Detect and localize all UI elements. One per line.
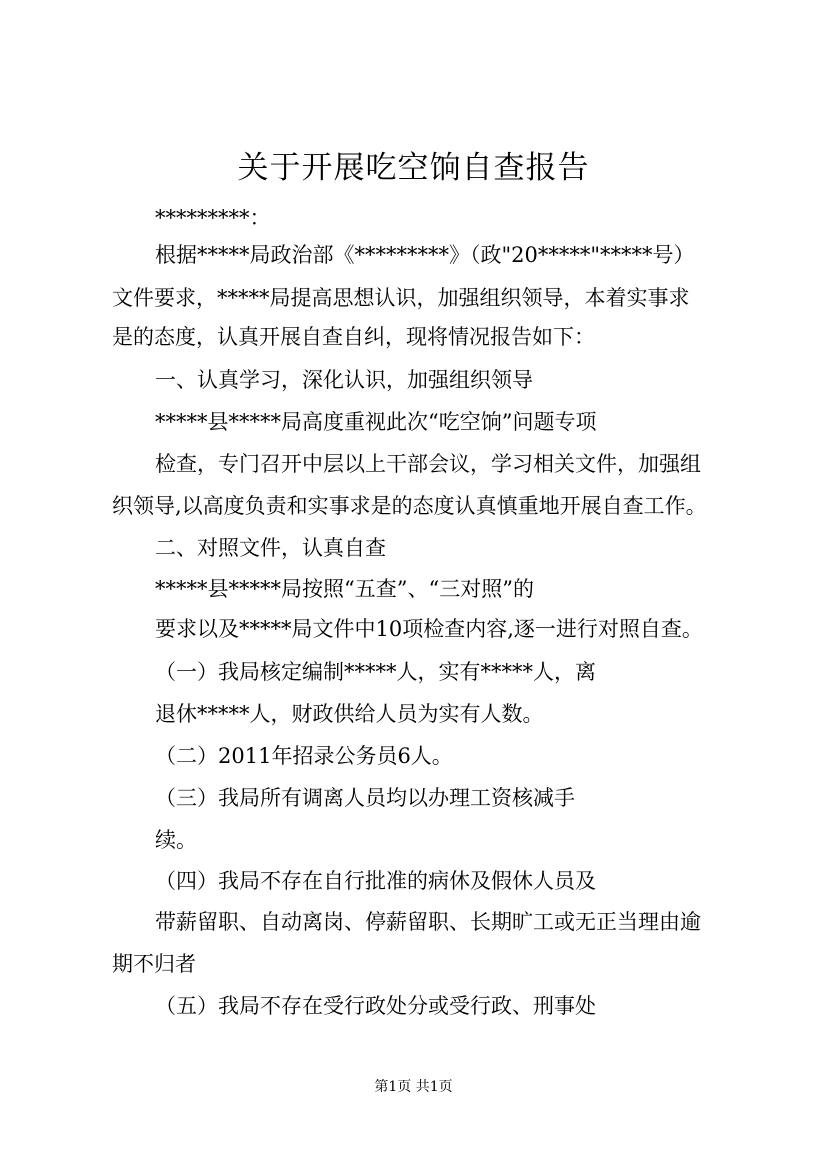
list-item-line: （一）我局核定编制*****人，实有*****人，离	[155, 660, 596, 684]
body-line: *****县*****局按照“五查”、“三对照”的	[155, 577, 534, 601]
list-item-line: 续。	[155, 828, 197, 852]
list-item-line: （三）我局所有调离人员均以办理工资核减手	[155, 786, 575, 810]
page-footer: 第1页 共1页	[374, 1079, 453, 1095]
salutation-line: *********：	[155, 206, 271, 230]
body-line: 检查，专门召开中层以上干部会议，学习相关文件，加强组	[155, 452, 701, 476]
document-title: 关于开展吃空饷自查报告	[237, 150, 590, 186]
section-heading: 一、认真学习，深化认识，加强组织领导	[155, 368, 533, 392]
list-item-line: （二）2011年招录公务员6人。	[155, 744, 453, 768]
list-item-line: 退休*****人，财政供给人员为实有人数。	[155, 702, 544, 726]
body-line: 要求以及*****局文件中10项检查内容,逐一进行对照自查。	[155, 617, 703, 641]
body-line: 文件要求，*****局提高思想认识，加强组织领导，本着实事求	[112, 286, 690, 310]
list-item-line: （五）我局不存在受行政处分或受行政、刑事处	[155, 994, 596, 1018]
list-item-line: 带薪留职、自动离岗、停薪留职、长期旷工或无正当理由逾	[155, 910, 701, 934]
section-heading: 二、对照文件，认真自查	[155, 536, 386, 560]
body-line: 根据*****局政治部《*********》（政"20*****"*****号）	[155, 243, 695, 267]
list-item-line: （四）我局不存在自行批准的病休及假休人员及	[155, 869, 596, 893]
body-line: 是的态度，认真开展自查自纠，现将情况报告如下：	[112, 325, 595, 349]
list-item-line: 期不归者	[112, 952, 196, 976]
body-line: *****县*****局高度重视此次“吃空饷”问题专项	[155, 410, 597, 434]
body-line: 织领导,以高度负责和实事求是的态度认真慎重地开展自查工作。	[112, 494, 707, 518]
